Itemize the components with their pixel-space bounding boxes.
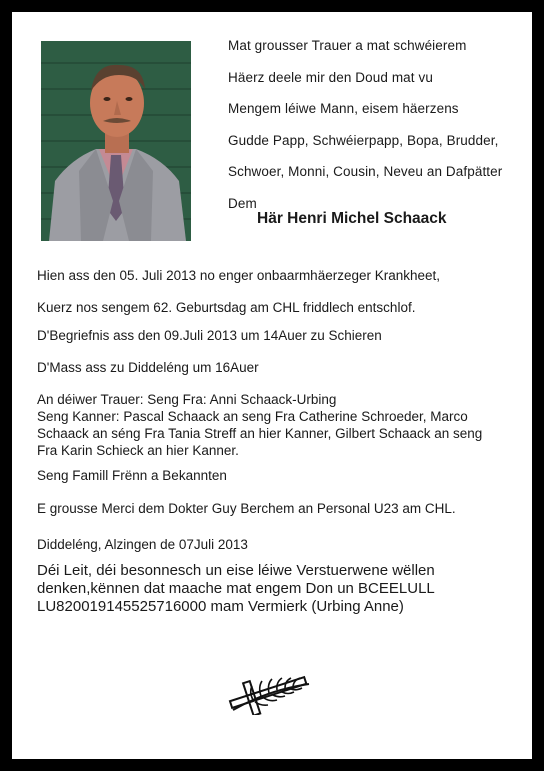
intro-line: Schwoer, Monni, Cousin, Neveu an Dafpätter xyxy=(228,164,503,179)
thanks-line: E grousse Merci dem Dokter Guy Berchem an Personal U23 am CHL. xyxy=(37,501,456,516)
mourners-line: Seng Kanner: Pascal Schaack an seng Fra Catherine Schroeder, Marco xyxy=(37,409,468,424)
intro-text xyxy=(228,30,528,219)
intro-line: Gudde Papp, Schwéierpapp, Bopa, Brudder, xyxy=(228,132,499,148)
cross-with-palm-icon xyxy=(223,670,313,715)
donation-block xyxy=(37,562,507,616)
intro-line: Mengem léiwe Mann, eisem häerzens xyxy=(228,101,459,116)
obituary-notice xyxy=(12,12,532,759)
mourners-block xyxy=(37,391,517,459)
intro-line: Häerz deele mir den Doud mat vu xyxy=(228,69,433,85)
age-line: Kuerz nos sengem 62. Geburtsdag am CHL friddlech entschlof. xyxy=(37,300,416,315)
donation-line: Déi Leit, déi besonnesch un eise léiwe Verstuerwene wëllen xyxy=(37,562,435,579)
donation-line: denken,kënnen dat maache mat engem Don un BCEELULL xyxy=(37,580,435,597)
mourners-line: Schaack an séng Fra Tania Streff an hier Kanner, Gilbert Schaack an seng xyxy=(37,426,483,441)
deceased-name: Här Henri Michel Schaack xyxy=(257,210,447,227)
intro-line: Dem xyxy=(228,195,257,211)
mass-line: D'Mass ass zu Diddeléng um 16Auer xyxy=(37,360,259,375)
place-date-line: Diddeléng, Alzingen de 07Juli 2013 xyxy=(37,537,248,552)
family-line: Seng Famill Frënn a Bekannten xyxy=(37,468,227,483)
portrait-photo xyxy=(41,41,191,241)
death-line: Hien ass den 05. Juli 2013 no enger onbaarmhäerzeger Krankheet, xyxy=(37,268,441,283)
mourners-line: Fra Karin Schieck an hier Kanner. xyxy=(37,443,239,458)
intro-line: Mat grousser Trauer a mat schwéierem xyxy=(228,38,467,53)
donation-line: LU820019145525716000 mam Vermierk (Urbing Anne) xyxy=(37,598,404,615)
funeral-line: D'Begriefnis ass den 09.Juli 2013 um 14Auer zu Schieren xyxy=(37,328,382,343)
mourners-line: An déiwer Trauer: Seng Fra: Anni Schaack-Urbing xyxy=(37,392,337,407)
